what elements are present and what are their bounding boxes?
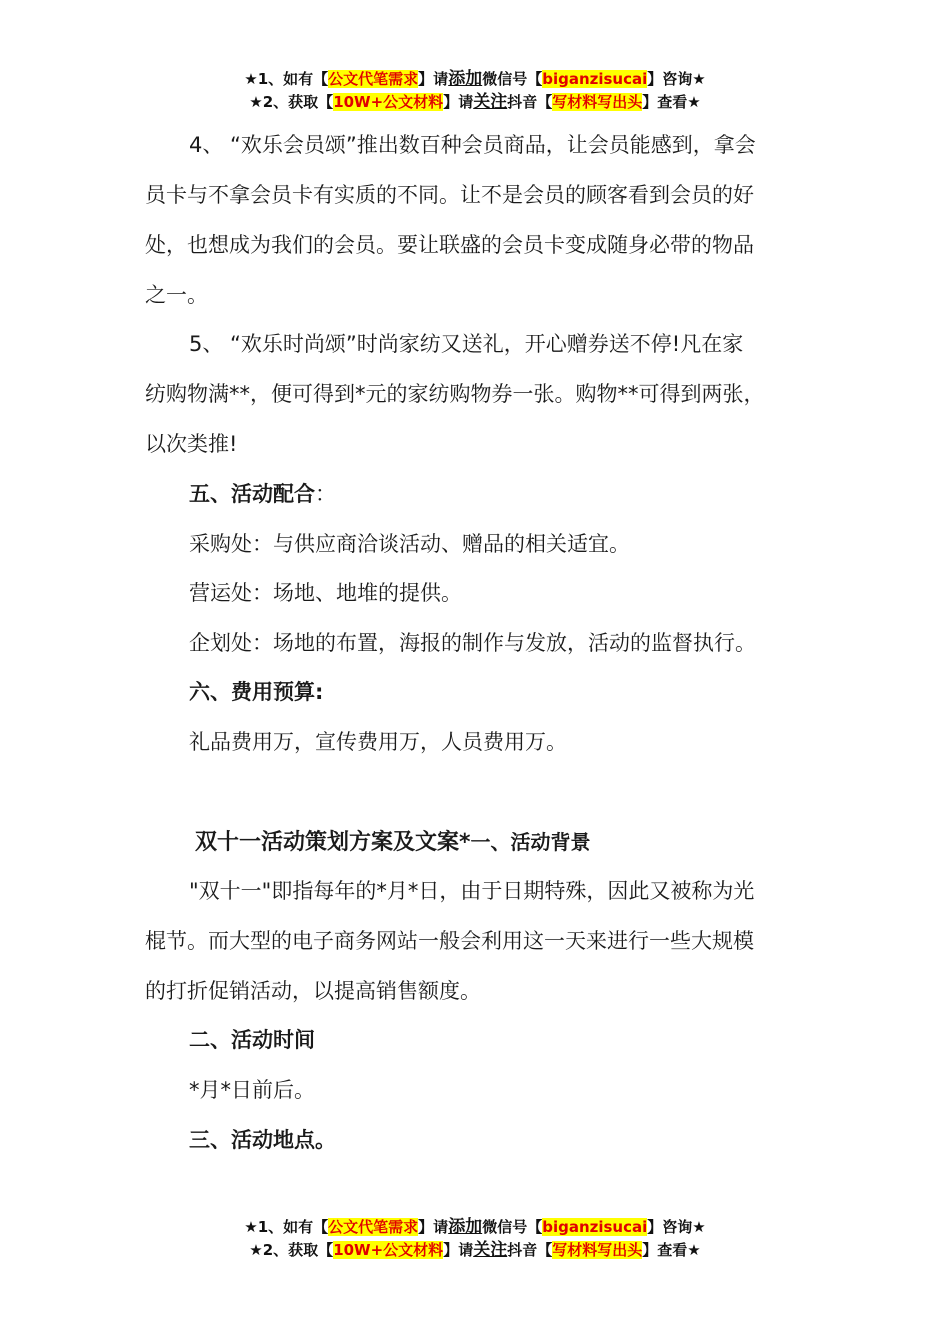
banner-text: 】请 [443,93,474,111]
paragraph-4-line: 员卡与不拿会员卡有实质的不同。让不是会员的顾客看到会员的好 [145,183,754,207]
banner-highlight: 公文代笔需求 [328,1218,419,1236]
banner-text: 抖音【 [507,93,553,111]
banner-text: 微信号【 [482,70,543,88]
document-title [195,827,591,858]
banner-text: ★2、获取【 [249,93,334,111]
section-heading-punct: ： [315,482,336,506]
section-heading-6: 六、费用预算: [189,680,324,704]
banner-text: ★2、获取【 [249,1241,334,1259]
banner-highlight: biganzisucai [542,70,648,88]
banner-emphasis: 关注 [473,1240,508,1260]
banner-highlight: 写材料写出头 [552,93,643,111]
background-line: 的打折促销活动，以提高销售额度。 [145,979,481,1003]
banner-highlight: 写材料写出头 [552,1241,643,1259]
banner-text: 】请 [418,70,449,88]
paragraph-4-line: 之一。 [145,283,208,307]
paragraph-5-line: 5、 “欢乐时尚颂”时尚家纺又送礼，开心赠券送不停!凡在家 [189,332,744,356]
paragraph-4-line: 处，也想成为我们的会员。要让联盛的会员卡变成随身必带的物品 [145,233,754,257]
section-heading-5 [189,479,859,509]
section-heading-3: 三、活动地点。 [189,1128,336,1152]
banner-highlight: biganzisucai [542,1218,648,1236]
coordination-item: 企划处：场地的布置，海报的制作与发放，活动的监督执行。 [189,631,756,655]
budget-text: 礼品费用万，宣传费用万，人员费用万。 [189,730,567,754]
title-main: 双十一活动策划方案及文案* [195,830,471,855]
header-banner [0,68,950,114]
paragraph-5-line: 纺购物满**，便可得到*元的家纺购物券一张。购物**可得到两张， [145,382,765,406]
banner-text: 抖音【 [507,1241,553,1259]
footer-banner [0,1216,950,1262]
banner-text: ★1、如有【 [244,1218,329,1236]
banner-line-1 [0,1216,950,1239]
banner-text: ★1、如有【 [244,70,329,88]
section-heading-2: 二、活动时间 [189,1028,315,1052]
banner-text: 微信号【 [482,1218,543,1236]
banner-highlight: 10W+公文材料 [333,1241,444,1259]
background-line: "双十一"即指每年的*月*日，由于日期特殊，因此又被称为光 [189,879,755,903]
banner-text: 】查看★ [642,93,701,111]
banner-emphasis: 添加 [448,69,483,89]
banner-text: 】请 [418,1218,449,1236]
time-text: *月*日前后。 [189,1078,315,1102]
banner-highlight: 10W+公文材料 [333,93,444,111]
title-subheading: 一、活动背景 [470,830,591,854]
banner-emphasis: 关注 [473,92,508,112]
section-heading-text: 五、活动配合 [189,482,315,506]
banner-text: 】请 [443,1241,474,1259]
banner-text: 】咨询★ [647,70,706,88]
banner-line-1 [0,68,950,91]
background-line: 棍节。而大型的电子商务网站一般会利用这一天来进行一些大规模 [145,929,754,953]
coordination-item: 采购处：与供应商洽谈活动、赠品的相关适宜。 [189,532,630,556]
banner-highlight: 公文代笔需求 [328,70,419,88]
banner-text: 】咨询★ [647,1218,706,1236]
coordination-item: 营运处：场地、地堆的提供。 [189,581,462,605]
paragraph-5-line: 以次类推! [145,432,238,456]
banner-line-2 [0,1239,950,1262]
banner-line-2 [0,91,950,114]
paragraph-4-line: 4、 “欢乐会员颂”推出数百种会员商品，让会员能感到，拿会 [189,133,756,157]
banner-text: 】查看★ [642,1241,701,1259]
banner-emphasis: 添加 [448,1217,483,1237]
